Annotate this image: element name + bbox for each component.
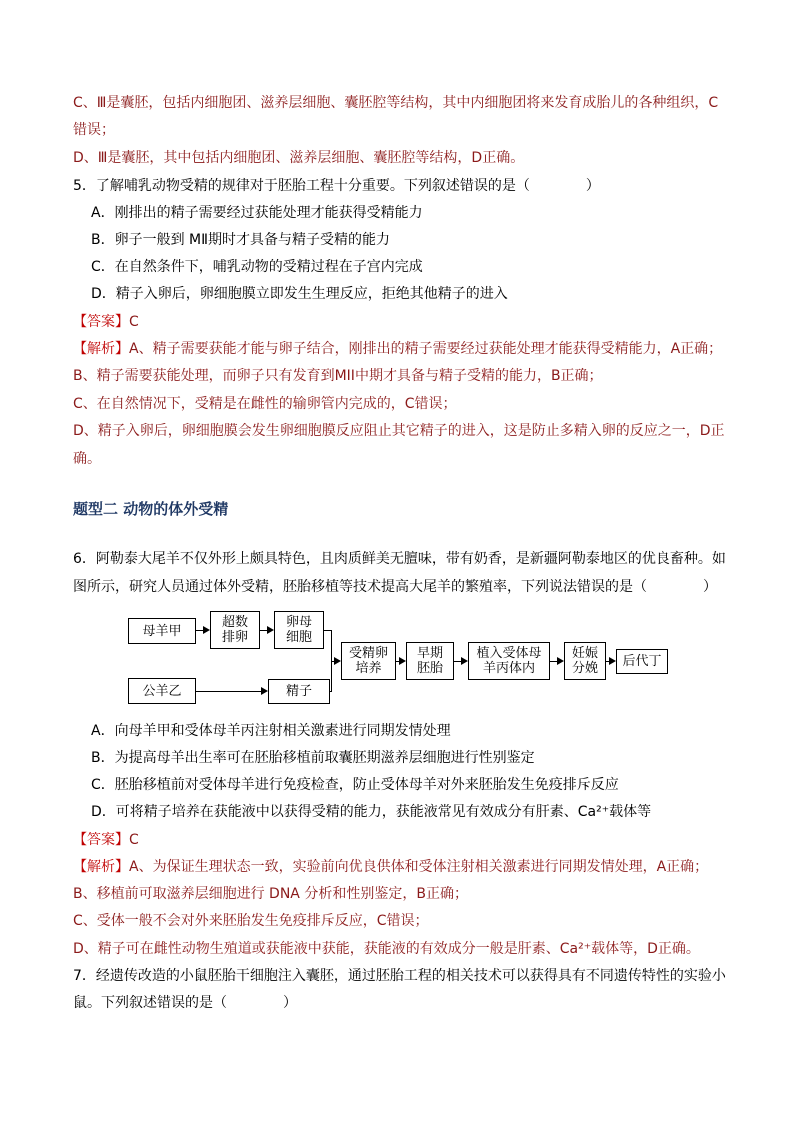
- q5-option-a: A．刚排出的精子需要经过获能处理才能获得受精能力: [91, 205, 423, 221]
- q6-analysis-a: [73, 857, 708, 877]
- analysis-tag: 【解析】: [73, 859, 129, 875]
- q5-stem: 5．了解哺乳动物受精的规律对于胚胎工程十分重要。下列叙述错误的是（ ）: [73, 178, 600, 194]
- answer-value: C: [129, 314, 139, 330]
- box-sperm: 精子: [268, 679, 330, 704]
- box-offspring: 后代丁: [616, 649, 668, 674]
- arrow-head: [461, 657, 468, 665]
- q6-answer: [73, 830, 139, 850]
- analysis-text: A、精子需要获能才能与卵子结合，刚排出的精子需要经过获能处理才能获得受精能力，A正确；: [129, 341, 723, 357]
- box-superovulation: 超数 排卵: [210, 611, 260, 649]
- q5-analysis-d: D、精子入卵后，卵细胞膜会发生卵细胞膜反应阻止其它精子的进入，这是防止多精入卵的反应之一，D正: [73, 423, 725, 439]
- q6-analysis-b: B、移植前可取滋养层细胞进行 DNA 分析和性别鉴定，B正确；: [73, 886, 468, 902]
- box-early-embryo: 早期 胚胎: [406, 642, 454, 680]
- connector: [196, 691, 261, 692]
- connector: [550, 661, 557, 662]
- answer-value: C: [129, 832, 139, 848]
- arrow-head: [399, 657, 406, 665]
- connector: [454, 661, 461, 662]
- q5-option-c: C．在自然条件下，哺乳动物的受精过程在子宫内完成: [91, 259, 423, 275]
- q5-analysis-a: [73, 339, 722, 359]
- q6-stem-line1: 6．阿勒泰大尾羊不仅外形上颇具特色，且肉质鲜美无膻味，带有奶香，是新疆阿勒泰地区的优良畜种。如: [73, 551, 726, 567]
- q6-option-b: B．为提高母羊出生率可在胚胎移植前取囊胚期滋养层细胞进行性别鉴定: [91, 750, 535, 766]
- connector: [330, 691, 332, 692]
- q5-option-d: D．精子入卵后，卵细胞膜立即发生生理反应，拒绝其他精子的进入: [91, 286, 508, 302]
- box-oocyte: 卵母 细胞: [274, 611, 324, 649]
- arrow-head: [261, 687, 268, 695]
- q5-answer: [73, 312, 139, 332]
- answer-tag: 【答案】: [73, 314, 129, 330]
- analysis-tag: 【解析】: [73, 341, 129, 357]
- arrow-head: [334, 657, 341, 665]
- q5-analysis-c: C、在自然情况下，受精是在雌性的输卵管内完成的，C错误；: [73, 396, 457, 412]
- box-embryo-transfer: 植入受体母 羊丙体内: [468, 642, 550, 680]
- analysis-text: A、为保证生理状态一致，实验前向优良供体和受体注射相关激素进行同期发情处理，A正确；: [129, 859, 709, 875]
- q6-analysis-d: D、精子可在雌性动物生殖道或获能液中获能，获能液的有效成分一般是肝素、Ca²⁺载体等，D正确。: [73, 941, 700, 957]
- q6-stem-line2: 图所示，研究人员通过体外受精，胚胎移植等技术提高大尾羊的繁殖率，下列说法错误的是（ ）: [73, 579, 717, 595]
- connector: [260, 630, 267, 631]
- arrow-head: [267, 626, 274, 634]
- q5-analysis-b: B、精子需要获能处理，而卵子只有发育到MII中期才具备与精子受精的能力，B正确；: [73, 368, 603, 384]
- box-fertilization-culture: 受精卵 培养: [341, 642, 396, 680]
- explanation-c-line2: 错误；: [73, 122, 115, 138]
- connector: [396, 661, 399, 662]
- q6-option-c: C．胚胎移植前对受体母羊进行免疫检查，防止受体母羊对外来胚胎发生免疫排斥反应: [91, 777, 619, 793]
- q5-analysis-d-cont: 确。: [73, 451, 101, 467]
- explanation-c-line1: C、Ⅲ是囊胚，包括内细胞团、滋养层细胞、囊胚腔等结构，其中内细胞团将来发育成胎儿的各种组织，C: [73, 95, 719, 111]
- connector: [196, 630, 203, 631]
- q7-stem-line2: 鼠。下列叙述错误的是（ ）: [73, 995, 297, 1011]
- arrow-head: [203, 626, 210, 634]
- q6-option-a: A．向母羊甲和受体母羊丙注射相关激素进行同期发情处理: [91, 723, 451, 739]
- box-pregnancy: 妊娠 分娩: [564, 642, 606, 680]
- q6-analysis-c: C、受体一般不会对外来胚胎发生免疫排斥反应，C错误；: [73, 913, 429, 929]
- connector: [331, 661, 334, 662]
- box-ram-b: 公羊乙: [128, 678, 196, 704]
- q7-stem-line1: 7．经遗传改造的小鼠胚胎干细胞注入囊胚，通过胚胎工程的相关技术可以获得具有不同遗传特性的实验小: [73, 968, 726, 984]
- explanation-d-line: D、Ⅲ是囊胚，其中包括内细胞团、滋养层细胞、囊胚腔等结构，D正确。: [73, 150, 525, 166]
- connector: [606, 661, 609, 662]
- q6-option-d: D．可将精子培养在获能液中以获得受精的能力，获能液常见有效成分有肝素、Ca²⁺载体等: [91, 804, 652, 820]
- arrow-head: [609, 657, 616, 665]
- box-ewe-a: 母羊甲: [128, 618, 196, 644]
- answer-tag: 【答案】: [73, 832, 129, 848]
- q5-option-b: B．卵子一般到 MⅡ期时才具备与精子受精的能力: [91, 232, 391, 248]
- connector: [331, 630, 332, 692]
- section-title: 题型二 动物的体外受精: [73, 500, 229, 518]
- arrow-head: [557, 657, 564, 665]
- connector: [324, 630, 332, 631]
